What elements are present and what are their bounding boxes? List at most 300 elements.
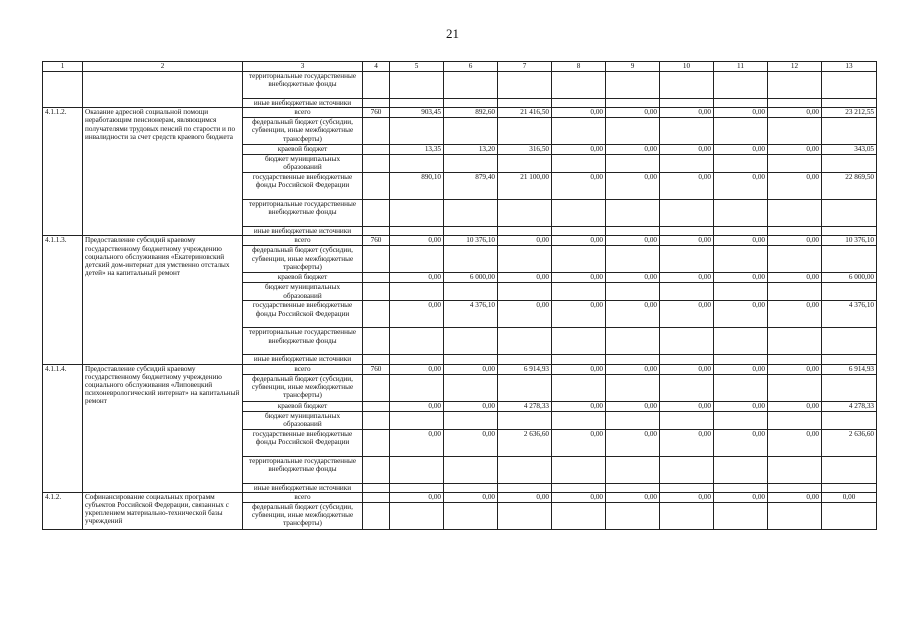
row-code-cell: 4.1.2. (43, 492, 83, 529)
grbs-code-cell: 760 (363, 108, 390, 118)
value-cell (660, 72, 714, 99)
value-cell (822, 456, 877, 483)
value-cell (498, 502, 552, 529)
grbs-code-cell (363, 301, 390, 328)
value-cell: 0,00 (660, 145, 714, 155)
value-cell (768, 118, 822, 145)
value-cell (552, 502, 606, 529)
column-header: 6 (444, 62, 498, 72)
value-cell (660, 118, 714, 145)
value-cell (768, 200, 822, 227)
budget-table (42, 61, 877, 530)
value-cell (768, 411, 822, 429)
funding-source-cell: всего (243, 108, 363, 118)
value-cell (768, 99, 822, 108)
value-cell (822, 374, 877, 401)
value-cell (498, 456, 552, 483)
value-cell (444, 72, 498, 99)
row-code-cell: 4.1.1.2. (43, 108, 83, 236)
value-cell: 343,05 (822, 145, 877, 155)
funding-source-cell: государственные внебюджетные фонды Российской Федерации (243, 173, 363, 200)
row-code-cell: 4.1.1.3. (43, 236, 83, 364)
value-cell (660, 328, 714, 355)
value-cell: 4 376,10 (822, 301, 877, 328)
value-cell (606, 456, 660, 483)
value-cell (498, 200, 552, 227)
funding-source-cell: всего (243, 492, 363, 502)
value-cell (390, 374, 444, 401)
value-cell: 0,00 (768, 173, 822, 200)
value-cell (552, 155, 606, 173)
grbs-code-cell (363, 355, 390, 364)
value-cell: 0,00 (444, 492, 498, 502)
value-cell (552, 227, 606, 236)
value-cell: 0,00 (714, 236, 768, 246)
value-cell (390, 283, 444, 301)
value-cell: 6 914,93 (498, 364, 552, 374)
value-cell (660, 99, 714, 108)
value-cell (714, 155, 768, 173)
value-cell: 2 636,60 (822, 429, 877, 456)
value-cell (768, 246, 822, 273)
grbs-code-cell (363, 456, 390, 483)
value-cell (552, 483, 606, 492)
value-cell: 4 278,33 (822, 401, 877, 411)
value-cell: 0,00 (768, 145, 822, 155)
value-cell (714, 72, 768, 99)
column-header: 7 (498, 62, 552, 72)
value-cell (660, 355, 714, 364)
funding-source-cell: государственные внебюджетные фонды Российской Федерации (243, 429, 363, 456)
value-cell (822, 99, 877, 108)
value-cell: 0,00 (606, 173, 660, 200)
value-cell (822, 118, 877, 145)
value-cell: 0,00 (498, 301, 552, 328)
value-cell: 0,00 (768, 108, 822, 118)
value-cell (768, 456, 822, 483)
value-cell: 890,10 (390, 173, 444, 200)
funding-source-cell: иные внебюджетные источники (243, 99, 363, 108)
value-cell (822, 246, 877, 273)
value-cell (714, 374, 768, 401)
value-cell (552, 283, 606, 301)
value-cell (606, 155, 660, 173)
value-cell: 0,00 (606, 401, 660, 411)
value-cell (660, 456, 714, 483)
value-cell (768, 355, 822, 364)
table-row (43, 364, 877, 374)
value-cell (714, 483, 768, 492)
funding-source-cell: федеральный бюджет (субсидии, субвенции, иные межбюджетные трансферты) (243, 246, 363, 273)
column-header: 13 (822, 62, 877, 72)
column-header: 3 (243, 62, 363, 72)
value-cell: 0,00 (714, 108, 768, 118)
value-cell (714, 246, 768, 273)
value-cell: 0,00 (660, 108, 714, 118)
value-cell (552, 456, 606, 483)
value-cell (390, 72, 444, 99)
funding-source-cell: краевой бюджет (243, 145, 363, 155)
row-code-cell (43, 72, 83, 108)
value-cell: 0,00 (552, 173, 606, 200)
value-cell (606, 355, 660, 364)
value-cell (552, 200, 606, 227)
value-cell: 0,00 (660, 173, 714, 200)
table-row (43, 108, 877, 118)
value-cell (390, 155, 444, 173)
value-cell (498, 328, 552, 355)
grbs-code-cell (363, 374, 390, 401)
value-cell (498, 411, 552, 429)
row-name-cell: Софинансирование социальных программ субъектов Российской Федерации, связанных с укреплением материально-технической базы учреждений (83, 492, 243, 529)
funding-source-cell: федеральный бюджет (субсидии, субвенции, иные межбюджетные трансферты) (243, 118, 363, 145)
value-cell (552, 72, 606, 99)
value-cell: 903,45 (390, 108, 444, 118)
value-cell (552, 99, 606, 108)
value-cell: 0,00 (552, 492, 606, 502)
funding-source-cell: иные внебюджетные источники (243, 227, 363, 236)
value-cell: 0,00 (714, 301, 768, 328)
value-cell (660, 246, 714, 273)
value-cell (606, 200, 660, 227)
value-cell (552, 411, 606, 429)
value-cell (444, 118, 498, 145)
value-cell: 0,00 (606, 492, 660, 502)
value-cell: 316,50 (498, 145, 552, 155)
value-cell: 13,35 (390, 145, 444, 155)
funding-source-cell: бюджет муниципальных образований (243, 411, 363, 429)
value-cell: 0,00 (714, 173, 768, 200)
value-cell: 2 636,60 (498, 429, 552, 456)
grbs-code-cell (363, 283, 390, 301)
value-cell: 0,00 (390, 401, 444, 411)
funding-source-cell: федеральный бюджет (субсидии, субвенции, иные межбюджетные трансферты) (243, 374, 363, 401)
value-cell (714, 99, 768, 108)
column-header: 2 (83, 62, 243, 72)
grbs-code-cell (363, 502, 390, 529)
row-code-cell: 4.1.1.4. (43, 364, 83, 492)
value-cell: 0,00 (606, 236, 660, 246)
grbs-code-cell (363, 483, 390, 492)
column-header: 5 (390, 62, 444, 72)
value-cell (768, 502, 822, 529)
value-cell (606, 99, 660, 108)
value-cell (822, 283, 877, 301)
value-cell (444, 155, 498, 173)
value-cell (390, 200, 444, 227)
value-cell (822, 411, 877, 429)
value-cell: 0,00 (660, 301, 714, 328)
value-cell (552, 374, 606, 401)
value-cell: 23 212,55 (822, 108, 877, 118)
funding-source-cell: бюджет муниципальных образований (243, 155, 363, 173)
funding-source-cell: бюджет муниципальных образований (243, 283, 363, 301)
value-cell: 0,00 (390, 273, 444, 283)
grbs-code-cell (363, 411, 390, 429)
value-cell: 0,00 (768, 429, 822, 456)
value-cell: 10 376,10 (444, 236, 498, 246)
grbs-code-cell (363, 155, 390, 173)
funding-source-cell: краевой бюджет (243, 273, 363, 283)
value-cell: 0,00 (660, 429, 714, 456)
value-cell (390, 355, 444, 364)
value-cell (768, 72, 822, 99)
value-cell: 0,00 (660, 236, 714, 246)
value-cell (390, 99, 444, 108)
funding-source-cell: территориальные государственные внебюджетные фонды (243, 200, 363, 227)
value-cell: 0,00 (822, 492, 877, 502)
value-cell (606, 227, 660, 236)
value-cell: 4 278,33 (498, 401, 552, 411)
column-header: 9 (606, 62, 660, 72)
funding-source-cell: территориальные государственные внебюджетные фонды (243, 72, 363, 99)
grbs-code-cell (363, 145, 390, 155)
value-cell (606, 374, 660, 401)
value-cell: 0,00 (552, 273, 606, 283)
value-cell (444, 246, 498, 273)
grbs-code-cell (363, 72, 390, 99)
value-cell (606, 483, 660, 492)
value-cell: 0,00 (606, 364, 660, 374)
value-cell (390, 483, 444, 492)
value-cell (444, 283, 498, 301)
value-cell (498, 483, 552, 492)
value-cell: 0,00 (498, 492, 552, 502)
value-cell (444, 411, 498, 429)
value-cell (822, 328, 877, 355)
value-cell (390, 456, 444, 483)
value-cell (822, 72, 877, 99)
value-cell (390, 502, 444, 529)
value-cell: 13,20 (444, 145, 498, 155)
column-header: 8 (552, 62, 606, 72)
value-cell: 0,00 (444, 364, 498, 374)
value-cell (444, 456, 498, 483)
value-cell (768, 374, 822, 401)
value-cell: 0,00 (768, 236, 822, 246)
row-name-cell: Оказание адресной социальной помощи неработающим пенсионерам, являющимся получателями трудовых пенсий по старости и по инвалидности за счет средств краевого бюджета (83, 108, 243, 236)
value-cell: 0,00 (552, 236, 606, 246)
value-cell (498, 155, 552, 173)
value-cell: 6 914,93 (822, 364, 877, 374)
value-cell: 21 100,00 (498, 173, 552, 200)
grbs-code-cell (363, 227, 390, 236)
value-cell (714, 456, 768, 483)
value-cell (714, 283, 768, 301)
value-cell: 4 376,10 (444, 301, 498, 328)
funding-source-cell: всего (243, 364, 363, 374)
value-cell: 0,00 (660, 273, 714, 283)
value-cell: 0,00 (660, 492, 714, 502)
value-cell (498, 283, 552, 301)
value-cell: 0,00 (768, 301, 822, 328)
value-cell: 0,00 (552, 429, 606, 456)
value-cell (498, 99, 552, 108)
value-cell (444, 502, 498, 529)
value-cell: 0,00 (606, 429, 660, 456)
column-header: 12 (768, 62, 822, 72)
table-row (43, 236, 877, 246)
value-cell: 10 376,10 (822, 236, 877, 246)
value-cell: 6 000,00 (444, 273, 498, 283)
row-name-cell (83, 72, 243, 108)
table-row (43, 72, 877, 99)
value-cell (822, 200, 877, 227)
value-cell (444, 99, 498, 108)
column-header: 10 (660, 62, 714, 72)
grbs-code-cell (363, 401, 390, 411)
value-cell (390, 118, 444, 145)
value-cell (498, 374, 552, 401)
funding-source-cell: иные внебюджетные источники (243, 355, 363, 364)
grbs-code-cell (363, 328, 390, 355)
value-cell: 892,60 (444, 108, 498, 118)
budget-table-body (43, 62, 877, 530)
value-cell (660, 200, 714, 227)
value-cell (660, 502, 714, 529)
value-cell (444, 483, 498, 492)
value-cell: 0,00 (552, 145, 606, 155)
funding-source-cell: территориальные государственные внебюджетные фонды (243, 456, 363, 483)
funding-source-cell: краевой бюджет (243, 401, 363, 411)
value-cell: 6 000,00 (822, 273, 877, 283)
value-cell (660, 374, 714, 401)
value-cell: 0,00 (498, 236, 552, 246)
value-cell: 0,00 (660, 401, 714, 411)
funding-source-cell: территориальные государственные внебюджетные фонды (243, 328, 363, 355)
value-cell (606, 502, 660, 529)
value-cell: 0,00 (606, 145, 660, 155)
value-cell: 879,40 (444, 173, 498, 200)
value-cell (768, 328, 822, 355)
value-cell (714, 355, 768, 364)
value-cell (498, 118, 552, 145)
value-cell: 0,00 (552, 364, 606, 374)
value-cell (606, 118, 660, 145)
column-number-row (43, 62, 877, 72)
value-cell (768, 483, 822, 492)
grbs-code-cell (363, 492, 390, 502)
grbs-code-cell (363, 429, 390, 456)
value-cell (822, 355, 877, 364)
column-header: 1 (43, 62, 83, 72)
value-cell (822, 227, 877, 236)
value-cell (822, 155, 877, 173)
grbs-code-cell (363, 99, 390, 108)
value-cell (552, 328, 606, 355)
value-cell: 0,00 (768, 401, 822, 411)
value-cell: 0,00 (552, 108, 606, 118)
value-cell: 0,00 (552, 401, 606, 411)
value-cell: 0,00 (714, 401, 768, 411)
value-cell (498, 72, 552, 99)
value-cell (552, 118, 606, 145)
funding-source-cell: государственные внебюджетные фонды Российской Федерации (243, 301, 363, 328)
value-cell: 0,00 (714, 364, 768, 374)
value-cell (444, 328, 498, 355)
value-cell (444, 227, 498, 236)
value-cell (498, 246, 552, 273)
value-cell (714, 227, 768, 236)
value-cell: 0,00 (606, 301, 660, 328)
value-cell (552, 246, 606, 273)
row-name-cell: Предоставление субсидий краевому государственному бюджетному учреждению социального обслуживания «Липовецкий психоневрологический интернат» на капитальный ремонт (83, 364, 243, 492)
value-cell (660, 483, 714, 492)
value-cell (444, 374, 498, 401)
value-cell: 0,00 (714, 273, 768, 283)
value-cell: 0,00 (444, 429, 498, 456)
value-cell: 0,00 (768, 273, 822, 283)
value-cell: 0,00 (498, 273, 552, 283)
value-cell (552, 355, 606, 364)
value-cell (390, 411, 444, 429)
value-cell (822, 502, 877, 529)
value-cell: 0,00 (714, 429, 768, 456)
value-cell (660, 227, 714, 236)
column-header: 11 (714, 62, 768, 72)
value-cell (444, 355, 498, 364)
value-cell: 22 869,50 (822, 173, 877, 200)
value-cell (714, 411, 768, 429)
value-cell (768, 283, 822, 301)
grbs-code-cell: 760 (363, 364, 390, 374)
value-cell (606, 72, 660, 99)
grbs-code-cell: 760 (363, 236, 390, 246)
grbs-code-cell (363, 118, 390, 145)
value-cell (660, 411, 714, 429)
value-cell (660, 155, 714, 173)
value-cell: 0,00 (606, 273, 660, 283)
value-cell: 0,00 (390, 301, 444, 328)
value-cell: 21 416,50 (498, 108, 552, 118)
value-cell (606, 283, 660, 301)
table-row (43, 492, 877, 502)
value-cell (714, 502, 768, 529)
row-name-cell: Предоставление субсидий краевому государственному бюджетному учреждению социального обслуживания «Екатериновский детский дом-интернат для умственно отсталых детей» на капитальный ремонт (83, 236, 243, 364)
page-number: 21 (446, 26, 459, 41)
value-cell: 0,00 (768, 492, 822, 502)
value-cell: 0,00 (390, 236, 444, 246)
funding-source-cell: всего (243, 236, 363, 246)
value-cell: 0,00 (390, 364, 444, 374)
value-cell (390, 328, 444, 355)
grbs-code-cell (363, 273, 390, 283)
value-cell (444, 200, 498, 227)
value-cell (390, 227, 444, 236)
value-cell (498, 227, 552, 236)
funding-source-cell: иные внебюджетные источники (243, 483, 363, 492)
value-cell (768, 155, 822, 173)
value-cell (606, 411, 660, 429)
value-cell: 0,00 (444, 401, 498, 411)
value-cell (714, 118, 768, 145)
value-cell (606, 246, 660, 273)
value-cell (768, 227, 822, 236)
grbs-code-cell (363, 246, 390, 273)
value-cell (714, 200, 768, 227)
value-cell: 0,00 (714, 145, 768, 155)
value-cell (606, 328, 660, 355)
value-cell (822, 483, 877, 492)
value-cell (390, 246, 444, 273)
grbs-code-cell (363, 173, 390, 200)
value-cell: 0,00 (552, 301, 606, 328)
value-cell (714, 328, 768, 355)
value-cell (498, 355, 552, 364)
grbs-code-cell (363, 200, 390, 227)
value-cell: 0,00 (660, 364, 714, 374)
value-cell: 0,00 (390, 429, 444, 456)
